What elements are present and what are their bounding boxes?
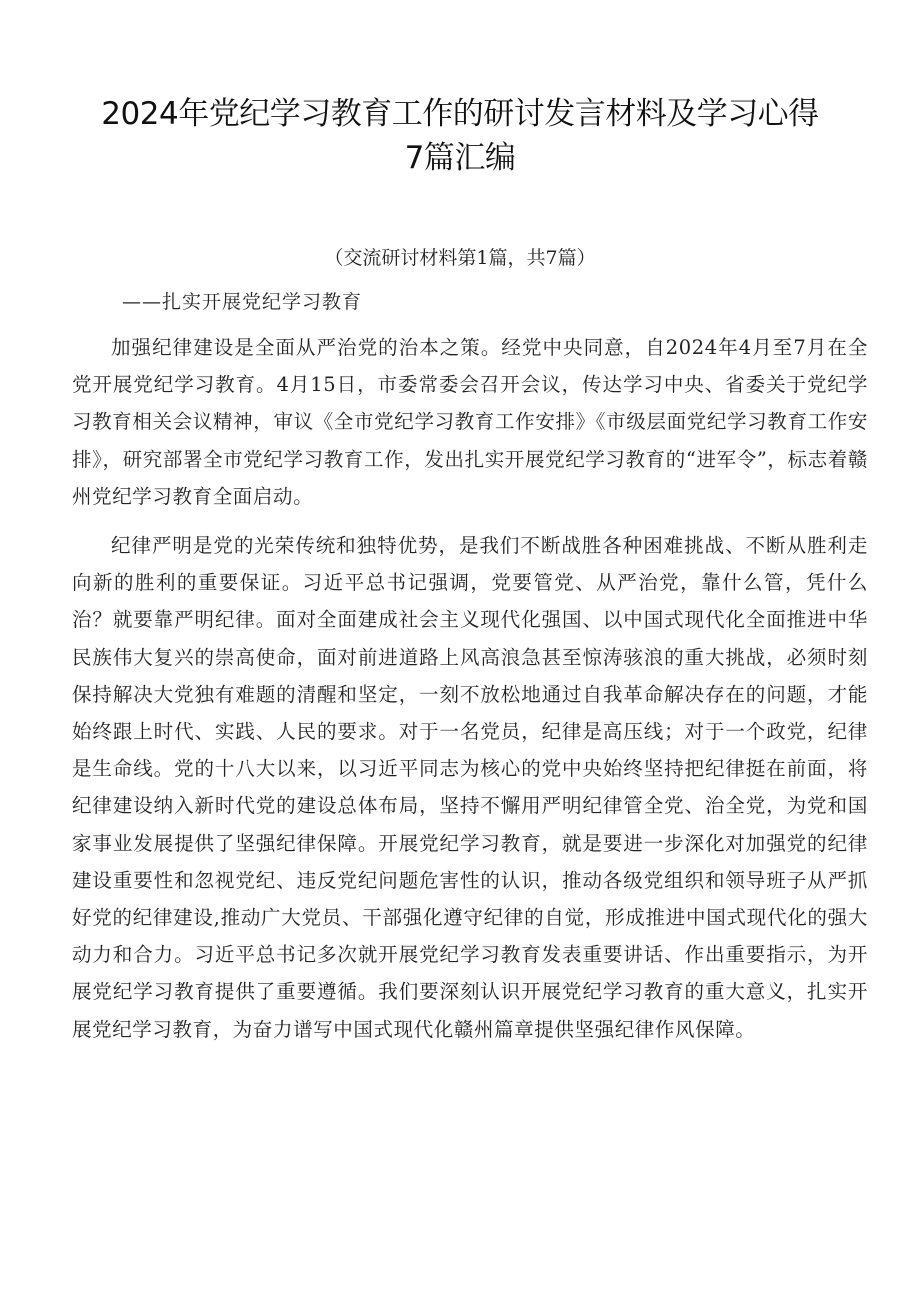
document-title bbox=[60, 92, 860, 180]
paragraph-1: 加强纪律建设是全面从严治党的治本之策。经党中央同意，自2024年4月至7月在全党开展党纪学习教育。4月15日，市委常委会召开会议，传达学习中央、省委关于党纪学习教育相关会议精神，审议《全市党纪学习教育工作安排》《市级层面党纪学习教育工作安排》，研究部署全市党纪学习教育工作，发出扎实开展党纪学习教育的“进军令”，标志着赣州党纪学习教育全面启动。 bbox=[72, 336, 868, 508]
section-heading: ——扎实开展党纪学习教育 bbox=[122, 291, 363, 313]
document-title-line-2: 7篇汇编 bbox=[404, 140, 516, 176]
document-body bbox=[72, 329, 868, 1060]
paragraph-2: 纪律严明是党的光荣传统和独特优势，是我们不断战胜各种困难挑战、不断从胜利走向新的胜利的重要保证。习近平总书记强调，党要管党、从严治党，靠什么管，凭什么治？就要靠严明纪律。面对全面建成社会主义现代化强国、以中国式现代化全面推进中华民族伟大复兴的崇高使命，面对前进道路上风高浪急甚至惊涛骇浪的重大挑战，必须时刻保持解决大党独有难题的清醒和坚定，一刻不放松地通过自我革命解决存在的问题，才能始终跟上时代、实践、人民的要求。对于一名党员，纪律是高压线；对于一个政党，纪律是生命线。党的十八大以来，以习近平同志为核心的党中央始终坚持把纪律挺在前面，将纪律建设纳入新时代党的建设总体布局，坚持不懈用严明纪律管全党、治全党，为党和国家事业发展提供了坚强纪律保障。开展党纪学习教育，就是要进一步深化对加强党的纪律建设重要性和忽视党纪、违反党纪问题危害性的认识，推动各级党组织和领导班子从严抓好党的纪律建设,推动广大党员、干部强化遵守纪律的自觉，形成推进中国式现代化的强大动力和合力。习近平总书记多次就开展党纪学习教育发表重要讲话、作出重要指示，为开展党纪学习教育提供了重要遵循。我们要深刻认识开展党纪学习教育的重大意义，扎实开展党纪学习教育，为奋力谱写中国式现代化赣州篇章提供坚强纪律作风保障。 bbox=[72, 534, 868, 1041]
document-subtitle: （交流研讨材料第1篇，共7篇） bbox=[324, 247, 596, 269]
document-title-line-1: 2024年党纪学习教育工作的研讨发言材料及学习心得 bbox=[101, 96, 819, 132]
